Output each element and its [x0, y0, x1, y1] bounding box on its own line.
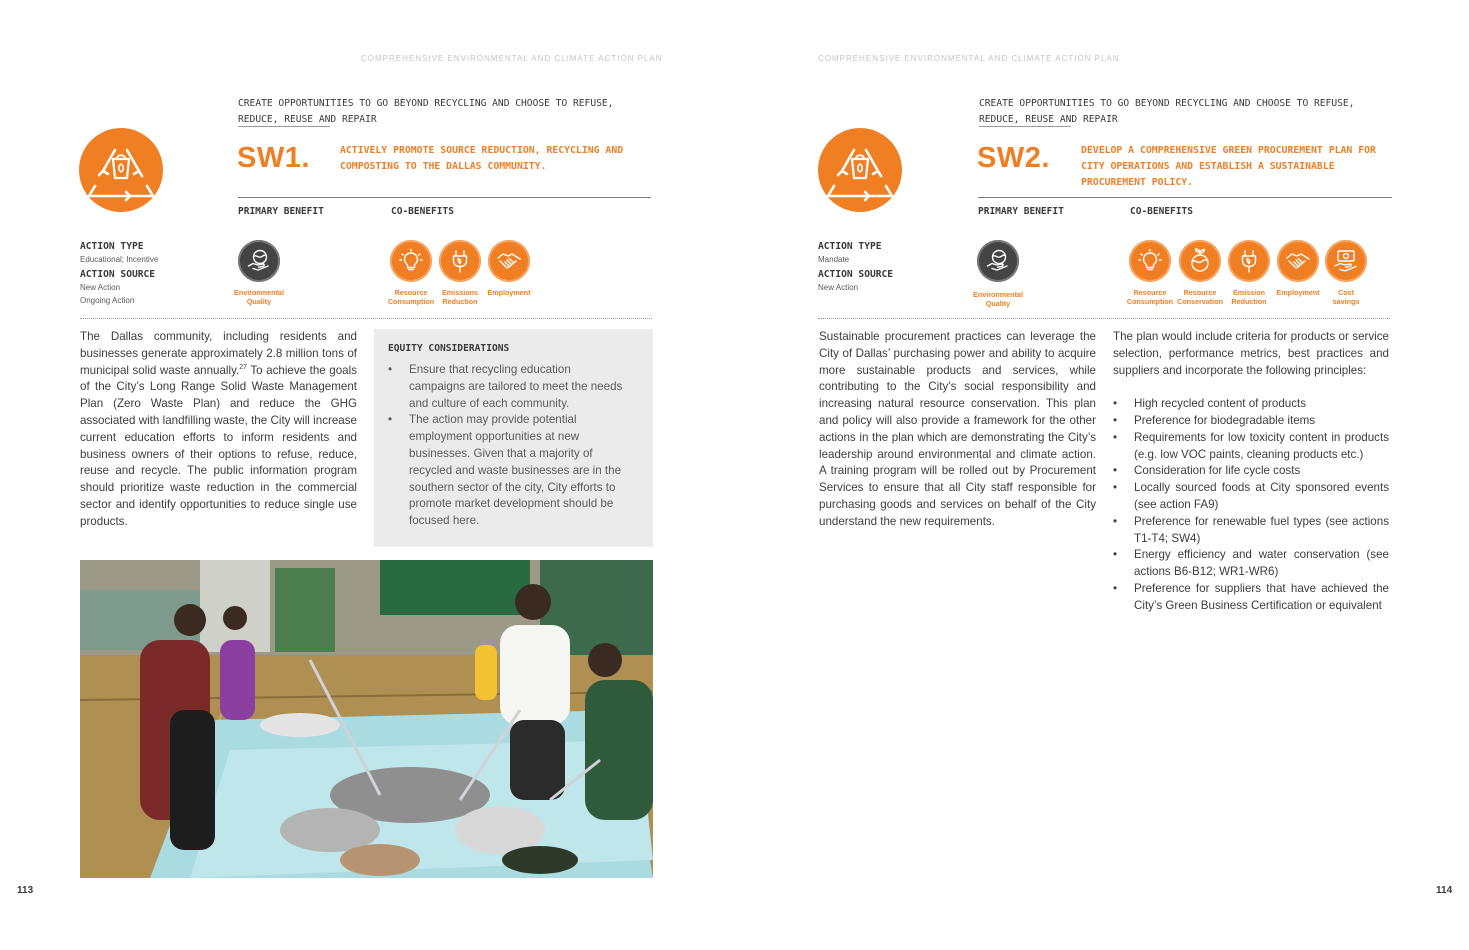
list-item: • Preference for suppliers that have achieved the City’s Green Business Certification or equivalent — [1113, 581, 1389, 615]
principles-intro: The plan would include criteria for products or service selection, performance metrics, best practices and suppliers and incorporate the following principles: — [1113, 330, 1389, 377]
equity-list — [388, 362, 630, 530]
action-title: ACTIVELY PROMOTE SOURCE REDUCTION, RECYCLING AND COMPOSTING TO THE DALLAS COMMUNITY. — [340, 145, 624, 172]
benefit-label: Cost savings — [1332, 288, 1360, 306]
benefit-label: Employment — [1276, 288, 1320, 297]
action-type-value: Mandate — [818, 255, 850, 264]
action-code: SW1. — [237, 142, 310, 174]
action-meta — [80, 241, 230, 307]
list-item: • Locally sourced foods at City sponsored events (see action FA9) — [1113, 480, 1389, 514]
recycle-bag-icon — [79, 128, 163, 212]
body-paragraph: The Dallas community, including residents and businesses generate approximately 2.8 million tons of municipal solid waste annually.$^{27}$ To achieve the goals of the City’s Long Range Solid Waste Management Plan (Zero Waste Plan) and reduce the GHG associated with landfilling waste, the City will increase current education efforts to inform residents and business owners of their options to refuse, reduce, reuse and recycle. The public information program should prioritize waste reduction in the commercial sector and identify opportunities to reduce single use products. — [80, 330, 357, 528]
handshake-icon — [1277, 240, 1319, 282]
running-header: COMPREHENSIVE ENVIRONMENTAL AND CLIMATE ACTION PLAN — [361, 54, 663, 63]
co-benefit — [1317, 240, 1375, 306]
running-header: COMPREHENSIVE ENVIRONMENTAL AND CLIMATE ACTION PLAN — [818, 54, 1120, 63]
dotted-divider — [80, 318, 652, 319]
list-item: • Ensure that recycling education campaigns are tailored to meet the needs and culture of each community. — [388, 362, 630, 412]
footnote-ref: 27 — [239, 363, 248, 371]
benefit-label: Environmental Quality — [973, 290, 1023, 308]
benefit-label: Resource Consumption — [387, 288, 435, 306]
benefit-label: Employment — [487, 288, 531, 297]
page-number: 114 — [1436, 885, 1453, 896]
benefit-label: Emission Reduction — [1231, 288, 1267, 306]
benefit-label: Emissions Reduction — [442, 288, 478, 306]
primary-benefit — [230, 240, 288, 306]
globe-hand-icon — [977, 240, 1019, 282]
title-divider — [238, 197, 651, 198]
list-item: • Consideration for life cycle costs — [1113, 463, 1389, 480]
action-title: DEVELOP A COMPREHENSIVE GREEN PROCUREMENT PLAN FOR CITY OPERATIONS AND ESTABLISH A SUSTAINABLE PROCUREMENT POLICY. — [1081, 145, 1376, 188]
plug-leaf-icon — [439, 240, 481, 282]
co-benefits-heading: CO-BENEFITS — [391, 206, 454, 217]
action-type-label: ACTION TYPE — [80, 241, 144, 252]
goal-statement: CREATE OPPORTUNITIES TO GO BEYOND RECYCLING AND CHOOSE TO REFUSE, REDUCE, REUSE AND REPAIR — [979, 98, 1355, 125]
list-item: • High recycled content of products — [1113, 396, 1389, 413]
action-source-value: Ongoing Action — [80, 296, 135, 305]
co-benefit — [480, 240, 538, 297]
action-code: SW2. — [977, 142, 1050, 174]
benefit-label: Resource Conservation — [1177, 288, 1223, 306]
lightbulb-icon — [390, 240, 432, 282]
principles-column — [1113, 329, 1389, 615]
title-divider — [978, 197, 1392, 198]
action-source-value: New Action — [818, 283, 859, 292]
action-source-label: ACTION SOURCE — [818, 269, 894, 280]
money-hand-icon — [1325, 240, 1367, 282]
action-source-value: New Action — [80, 283, 121, 292]
handshake-icon — [488, 240, 530, 282]
action-meta — [818, 241, 968, 294]
lightbulb-icon — [1129, 240, 1171, 282]
recycle-bag-icon — [818, 128, 902, 212]
principles-list — [1113, 396, 1389, 614]
action-type-value: Educational; Incentive — [80, 255, 159, 264]
equity-title: EQUITY CONSIDERATIONS — [388, 343, 510, 354]
benefit-label: Resource Consumption — [1126, 288, 1174, 306]
plug-leaf-icon — [1228, 240, 1270, 282]
list-item: • Preference for biodegradable items — [1113, 413, 1389, 430]
goal-statement: CREATE OPPORTUNITIES TO GO BEYOND RECYCLING AND CHOOSE TO REFUSE, REDUCE, REUSE AND REPAIR — [238, 98, 614, 125]
primary-benefit-heading: PRIMARY BENEFIT — [978, 206, 1064, 217]
page-114 — [735, 0, 1469, 950]
list-item: • The action may provide potential employment opportunities at new businesses. Given that a majority of recycled and waste businesses are in the southern sector of the city, City efforts to promote market development should be focused here. — [388, 412, 630, 530]
co-benefits-heading: CO-BENEFITS — [1130, 206, 1193, 217]
action-source-label: ACTION SOURCE — [80, 269, 156, 280]
action-type-label: ACTION TYPE — [818, 241, 882, 252]
community-cleanup-photo — [80, 560, 653, 878]
list-item: • Preference for renewable fuel types (see actions T1-T4; SW4) — [1113, 514, 1389, 548]
globe-hand-icon — [238, 240, 280, 282]
dotted-divider — [818, 318, 1390, 319]
goal-underline — [979, 126, 1071, 127]
page-number: 113 — [17, 885, 34, 896]
equity-considerations-box — [374, 329, 653, 547]
goal-underline — [238, 126, 330, 127]
globe-leaf-icon — [1179, 240, 1221, 282]
body-paragraph: Sustainable procurement practices can leverage the City of Dallas’ purchasing power and ability to acquire more sustainable products and services, while contributing to the City’s social responsibility and increasing natural resource conservation. This plan and policy will also provide a framework for the other actions in the plan which are demonstrating the City’s leadership around environmental and climate action. A training program will be rolled out by Procurement Services to ensure that all City staff responsible for purchasing goods and services on behalf of the City understand the new requirements. — [819, 330, 1096, 528]
list-item: • Energy efficiency and water conservation (see actions B6-B12; WR1-WR6) — [1113, 547, 1389, 581]
primary-benefit-heading: PRIMARY BENEFIT — [238, 206, 324, 217]
list-item: • Requirements for low toxicity content in products (e.g. low VOC paints, cleaning products etc.) — [1113, 430, 1389, 464]
primary-benefit — [969, 240, 1027, 308]
benefit-label: Environmental Quality — [234, 288, 284, 306]
page-113 — [0, 0, 734, 950]
